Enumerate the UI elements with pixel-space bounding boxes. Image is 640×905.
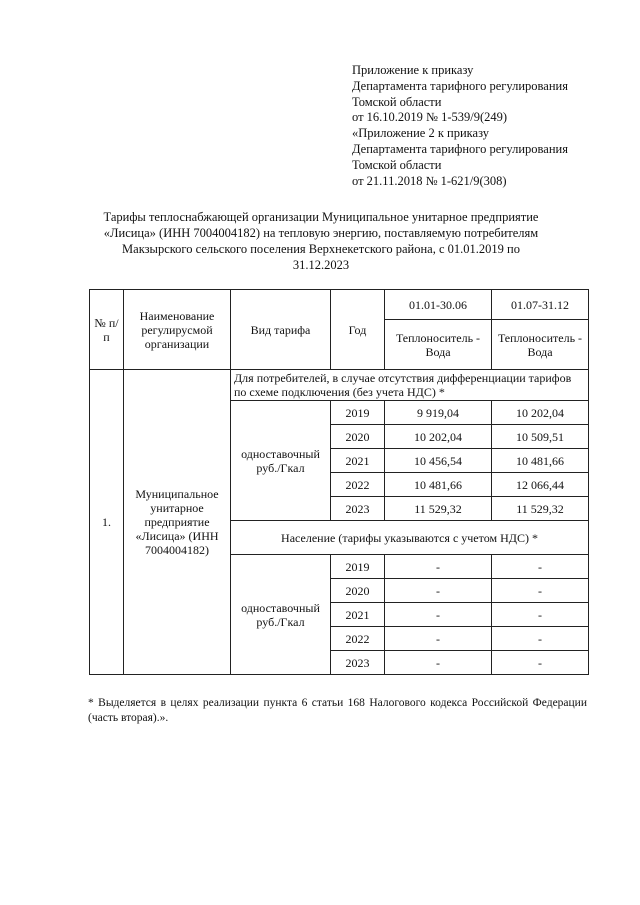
value-cell: - <box>492 651 589 675</box>
title-line: «Лисица» (ИНН 7004004182) на тепловую энергию, поставляемую потребителям <box>103 226 539 240</box>
header-line: Томской области <box>352 157 442 172</box>
organization-name: Муниципальное унитарное предприятие «Лисица» (ИНН 7004004182) <box>124 370 231 675</box>
section-label-consumers: Для потребителей, в случае отсутствия дифференциации тарифов по схеме подключения (без учета НДС) * <box>231 370 589 401</box>
value-cell: 10 202,04 <box>385 425 492 449</box>
value-cell: 11 529,32 <box>492 497 589 521</box>
year-cell: 2020 <box>331 425 385 449</box>
value-cell: 10 509,51 <box>492 425 589 449</box>
row-number: 1. <box>90 370 124 675</box>
value-cell: - <box>385 627 492 651</box>
value-cell: - <box>492 603 589 627</box>
year-cell: 2022 <box>331 473 385 497</box>
value-cell: - <box>492 627 589 651</box>
header-line: Приложение к приказу <box>352 63 474 77</box>
header-period-2: 01.07-31.12 <box>492 290 589 320</box>
header-carrier-1: Теплоноситель - Вода <box>385 320 492 370</box>
tariff-table <box>89 289 589 675</box>
order-appendix-header <box>352 63 612 189</box>
value-cell: - <box>385 603 492 627</box>
value-cell: 10 481,66 <box>492 449 589 473</box>
year-cell: 2022 <box>331 627 385 651</box>
document-title <box>90 209 552 273</box>
footnote: * Выделяется в целях реализации пункта 6 статьи 168 Налогового кодекса Российской Федерации (часть вторая).». <box>88 697 587 724</box>
value-cell: 9 919,04 <box>385 401 492 425</box>
year-cell: 2020 <box>331 579 385 603</box>
header-num: № п/п <box>90 290 124 370</box>
value-cell: 11 529,32 <box>385 497 492 521</box>
value-cell: - <box>385 651 492 675</box>
tariff-type-cell: одноставочный руб./Гкал <box>231 555 331 675</box>
tariff-type-cell: одноставочный руб./Гкал <box>231 401 331 521</box>
header-line: Департамента тарифного регулирования <box>352 78 568 93</box>
value-cell: - <box>492 555 589 579</box>
value-cell: - <box>385 579 492 603</box>
header-line: от 16.10.2019 № 1-539/9(249) <box>352 110 508 125</box>
year-cell: 2021 <box>331 449 385 473</box>
year-cell: 2023 <box>331 497 385 521</box>
header-period-1: 01.01-30.06 <box>385 290 492 320</box>
header-organization: Наименование регулирусмой организации <box>124 290 231 370</box>
header-line: от 21.11.2018 № 1-621/9(308) <box>352 173 507 188</box>
value-cell: 10 481,66 <box>385 473 492 497</box>
header-tariff-type: Вид тарифа <box>231 290 331 370</box>
year-cell: 2019 <box>331 555 385 579</box>
value-cell: - <box>385 555 492 579</box>
header-line: Департамента тарифного регулирования <box>352 141 568 156</box>
value-cell: 12 066,44 <box>492 473 589 497</box>
year-cell: 2023 <box>331 651 385 675</box>
year-cell: 2021 <box>331 603 385 627</box>
header-year: Год <box>331 290 385 370</box>
value-cell: 10 202,04 <box>492 401 589 425</box>
title-line: Тарифы теплоснабжающей организации Муниципальное унитарное предприятие <box>103 210 539 224</box>
section-label-population: Население (тарифы указываются с учетом НДС) * <box>231 521 589 555</box>
value-cell: - <box>492 579 589 603</box>
header-line: «Приложение 2 к приказу <box>352 126 490 141</box>
title-line: 31.12.2023 <box>292 258 350 272</box>
title-line: Макзырского сельского поселения Верхнекетского района, с 01.01.2019 по <box>122 242 520 256</box>
year-cell: 2019 <box>331 401 385 425</box>
header-line: Томской области <box>352 94 442 109</box>
value-cell: 10 456,54 <box>385 449 492 473</box>
header-carrier-2: Теплоноситель - Вода <box>492 320 589 370</box>
